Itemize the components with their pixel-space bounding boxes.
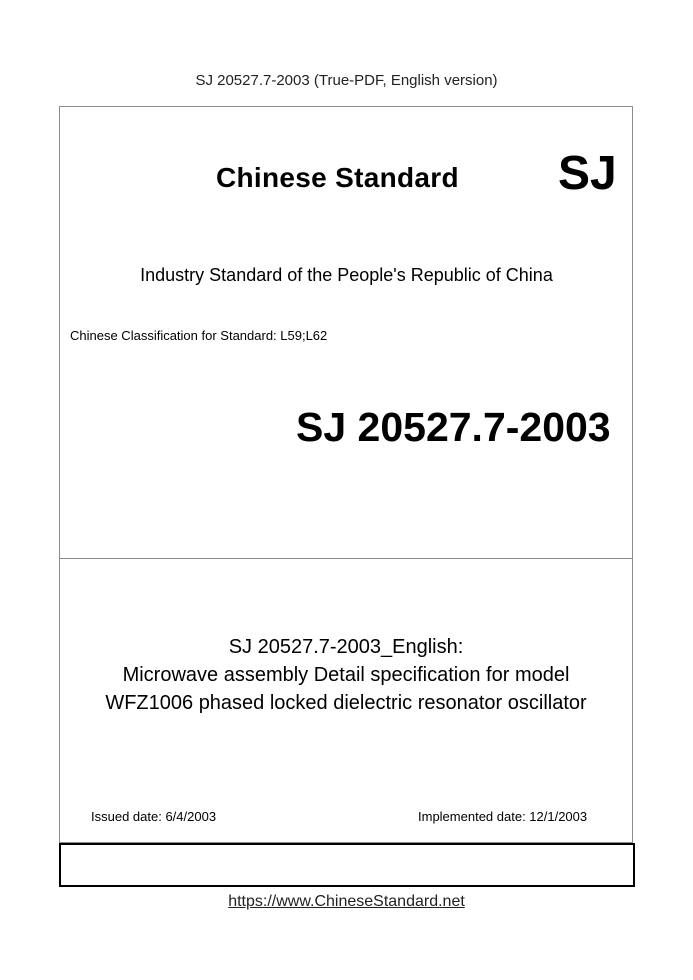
standard-heading: Chinese Standard: [216, 162, 459, 193]
cover-bottom-frame: [59, 843, 635, 887]
implemented-date: Implemented date: 12/1/2003: [418, 809, 588, 824]
standard-mark: SJ: [558, 147, 617, 200]
classification-line: Chinese Classification for Standard: L59;L62: [70, 328, 328, 343]
footer-link[interactable]: https://www.ChineseStandard.net: [228, 893, 465, 910]
title-line: SJ 20527.7-2003_English:: [228, 636, 464, 658]
industry-standard-line: Industry Standard of the People's Republic of China: [140, 265, 553, 285]
standard-number: SJ 20527.7-2003: [296, 404, 611, 450]
title-line: Microwave assembly Detail specification for model: [122, 664, 570, 686]
title-line: WFZ1006 phased locked dielectric resonator oscillator: [105, 692, 587, 714]
document-title: [59, 633, 633, 717]
issued-date: Issued date: 6/4/2003: [91, 809, 217, 824]
page-header-title: SJ 20527.7-2003 (True-PDF, English version): [195, 72, 498, 89]
